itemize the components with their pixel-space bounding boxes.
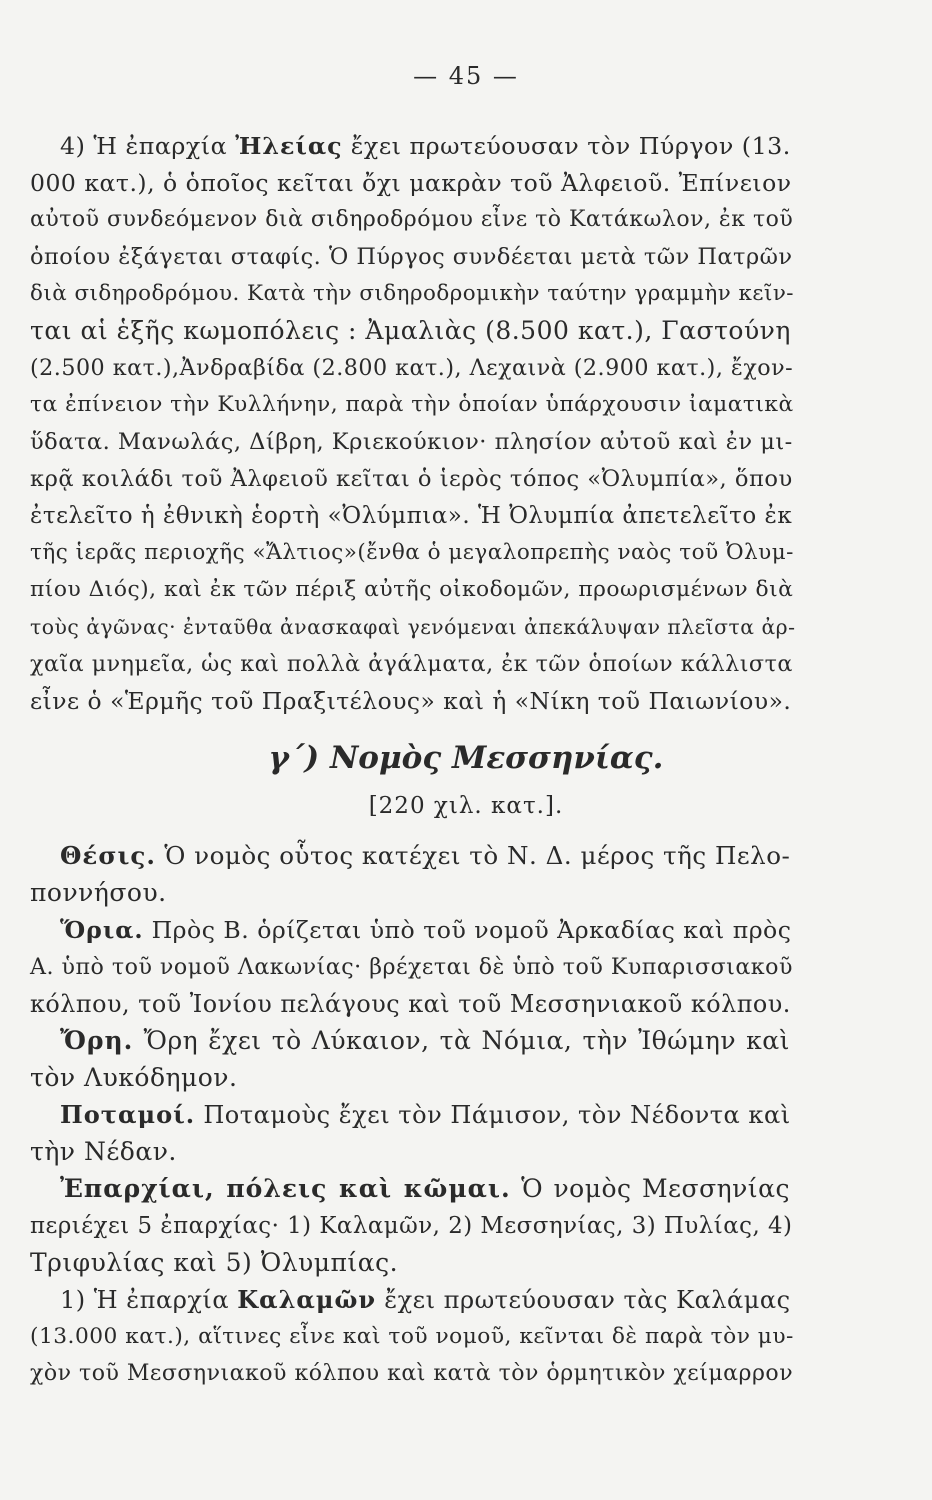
line-text: ὕδατα. Μανωλάς, Δίβρη, Κριεκούκιον· πλησίον αὐτοῦ καὶ ἐν μι- — [30, 429, 793, 455]
messinia-line — [60, 1284, 791, 1316]
messinia-line — [30, 1321, 794, 1353]
line-text: ποννήσου. — [30, 878, 167, 907]
line-text: Τριφυλίας καὶ 5) Ὀλυμπίας. — [30, 1248, 399, 1277]
ilia-line — [30, 685, 791, 717]
line-text: Ὄρη ἔχει τὸ Λύκαιον, τὰ Νόμια, τὴν Ἰθώμην καὶ — [133, 1026, 790, 1055]
messinia-line — [30, 988, 791, 1020]
messinia-line — [30, 1247, 398, 1279]
ilia-line — [30, 500, 792, 532]
ilia-line — [30, 204, 793, 236]
bold-keyword: Ἠλείας — [235, 132, 343, 160]
messinia-line — [30, 1210, 792, 1242]
area-note: [220 χιλ. κατ.]. — [368, 793, 564, 819]
line-text: 4) Ἡ ἐπαρχία — [60, 132, 236, 160]
bold-keyword: Θέσις. — [60, 841, 156, 870]
messinia-line — [30, 877, 167, 909]
ilia-line — [30, 389, 794, 421]
line-text: περιέχει 5 ἐπαρχίας· 1) Καλαμῶν, 2) Μεσσηνίας, 3) Πυλίας, 4) — [30, 1213, 793, 1239]
bold-keyword: Καλαμῶν — [237, 1285, 377, 1314]
ilia-line — [30, 648, 793, 680]
ilia-line — [30, 426, 793, 458]
line-text: αὐτοῦ συνδεόμενον διὰ σιδηροδρόμου εἶνε τὸ Κατάκωλον, ἐκ τοῦ — [30, 207, 794, 232]
ilia-line — [30, 315, 791, 347]
line-text: διὰ σιδηροδρόμου. Κατὰ τὴν σιδηροδρομικὴν ταύτην γραμμὴν κεῖν- — [30, 281, 795, 306]
bold-keyword: Ἐπαρχίαι, πόλεις καὶ κῶμαι. — [60, 1174, 511, 1203]
messinia-line — [60, 840, 790, 872]
line-text: Ὁ νομὸς Μεσσηνίας — [510, 1174, 790, 1203]
messinia-line — [30, 1062, 237, 1094]
messinia-line — [30, 951, 793, 983]
messinia-line — [30, 1358, 793, 1390]
line-text: ἐτελεῖτο ἡ ἐθνικὴ ἑορτὴ «Ὀλύμπια». Ἡ Ὀλυμπία ἀπετελεῖτο ἐκ — [30, 503, 793, 529]
messinia-line — [60, 914, 791, 946]
line-text: ἔχει πρωτεύουσαν τὸν Πύργον (13. — [342, 132, 791, 160]
ilia-line — [30, 537, 794, 569]
line-text: (2.500 κατ.),Ἀνδραβίδα (2.800 κατ.), Λεχαινὰ (2.900 κατ.), ἔχον- — [30, 355, 794, 381]
line-text: κόλπου, τοῦ Ἰονίου πελάγους καὶ τοῦ Μεσσηνιακοῦ κόλπου. — [30, 990, 791, 1018]
line-text: χαῖα μνημεῖα, ὡς καὶ πολλὰ ἀγάλματα, ἐκ τῶν ὁποίων κάλλιστα — [30, 651, 793, 677]
messinia-line — [60, 1025, 790, 1057]
bold-keyword: Ποταμοί. — [60, 1100, 196, 1129]
line-text: τὸν Λυκόδημον. — [30, 1063, 238, 1092]
line-text: τα ἐπίνειον τὴν Κυλλήνην, παρὰ τὴν ὁποίαν ὑπάρχουσιν ἰαματικὰ — [30, 392, 794, 417]
line-text: 000 κατ.), ὁ ὁποῖος κεῖται ὄχι μακρὰν τοῦ Ἀλφειοῦ. Ἐπίνειον — [30, 169, 792, 197]
ilia-line — [60, 130, 791, 162]
line-text: χὸν τοῦ Μεσσηνιακοῦ κόλπου καὶ κατὰ τὸν ὁρμητικὸν χείμαρρον — [30, 1361, 794, 1386]
ilia-line — [30, 611, 796, 643]
ilia-line — [30, 463, 793, 495]
line-text: τῆς ἱερᾶς περιοχῆς «Ἄλτιος»(ἔνθα ὁ μεγαλοπρεπὴς ναὸς τοῦ Ὀλυμ- — [30, 540, 794, 565]
line-text: ται αἱ ἑξῆς κωμοπόλεις : Ἀμαλιὰς (8.500 κατ.), Γαστούνη — [30, 316, 791, 345]
line-text: Πρὸς Β. ὁρίζεται ὑπὸ τοῦ νομοῦ Ἀρκαδίας καὶ πρὸς — [143, 916, 792, 944]
ilia-line — [30, 574, 793, 606]
bold-keyword: Ὅρια. — [60, 916, 144, 944]
ilia-line — [30, 278, 794, 310]
line-text: εἶνε ὁ «Ἑρμῆς τοῦ Πραξιτέλους» καὶ ἡ «Νίκη τοῦ Παιωνίου». — [30, 687, 792, 715]
page-number: — 45 — — [413, 62, 519, 90]
line-text: (13.000 κατ.), αἵτινες εἶνε καὶ τοῦ νομοῦ, κεῖνται δὲ παρὰ τὸν μυ- — [30, 1324, 794, 1349]
messinia-line — [60, 1173, 790, 1205]
line-text: πίου Διός), καὶ ἐκ τῶν πέριξ αὐτῆς οἰκοδομῶν, προωρισμένων διὰ — [30, 577, 794, 602]
line-text: ἔχει πρωτεύουσαν τὰς Καλάμας — [376, 1286, 791, 1314]
messinia-line — [60, 1099, 791, 1131]
line-text: τὴν Νέδαν. — [30, 1137, 177, 1166]
line-text: 1) Ἡ ἐπαρχία — [60, 1286, 238, 1314]
section-heading: γ΄) Νομὸς Μεσσηνίας. — [268, 740, 664, 776]
line-text: Ποταμοὺς ἔχει τὸν Πάμισον, τὸν Νέδοντα καὶ — [195, 1101, 791, 1129]
line-text: κρᾷ κοιλάδι τοῦ Ἀλφειοῦ κεῖται ὁ ἱερὸς τόπος «Ὀλυμπία», ὅπου — [30, 466, 793, 492]
line-text: Ὁ νομὸς οὗτος κατέχει τὸ Ν. Δ. μέρος τῆς Πελο- — [155, 841, 791, 870]
line-text: τοὺς ἀγῶνας· ἐνταῦθα ἀνασκαφαὶ γενόμεναι ἀπεκάλυψαν πλεῖστα ἀρ- — [30, 615, 796, 639]
line-text: ὁποίου ἐξάγεται σταφίς. Ὁ Πύργος συνδέεται μετὰ τῶν Πατρῶν — [30, 244, 793, 270]
bold-keyword: Ὄρη. — [60, 1026, 134, 1055]
line-text: Α. ὑπὸ τοῦ νομοῦ Λακωνίας· βρέχεται δὲ ὑπὸ τοῦ Κυπαρισσιακοῦ — [30, 954, 793, 980]
ilia-line — [30, 241, 793, 273]
ilia-line — [30, 167, 792, 199]
messinia-line — [30, 1136, 177, 1168]
ilia-line — [30, 352, 793, 384]
